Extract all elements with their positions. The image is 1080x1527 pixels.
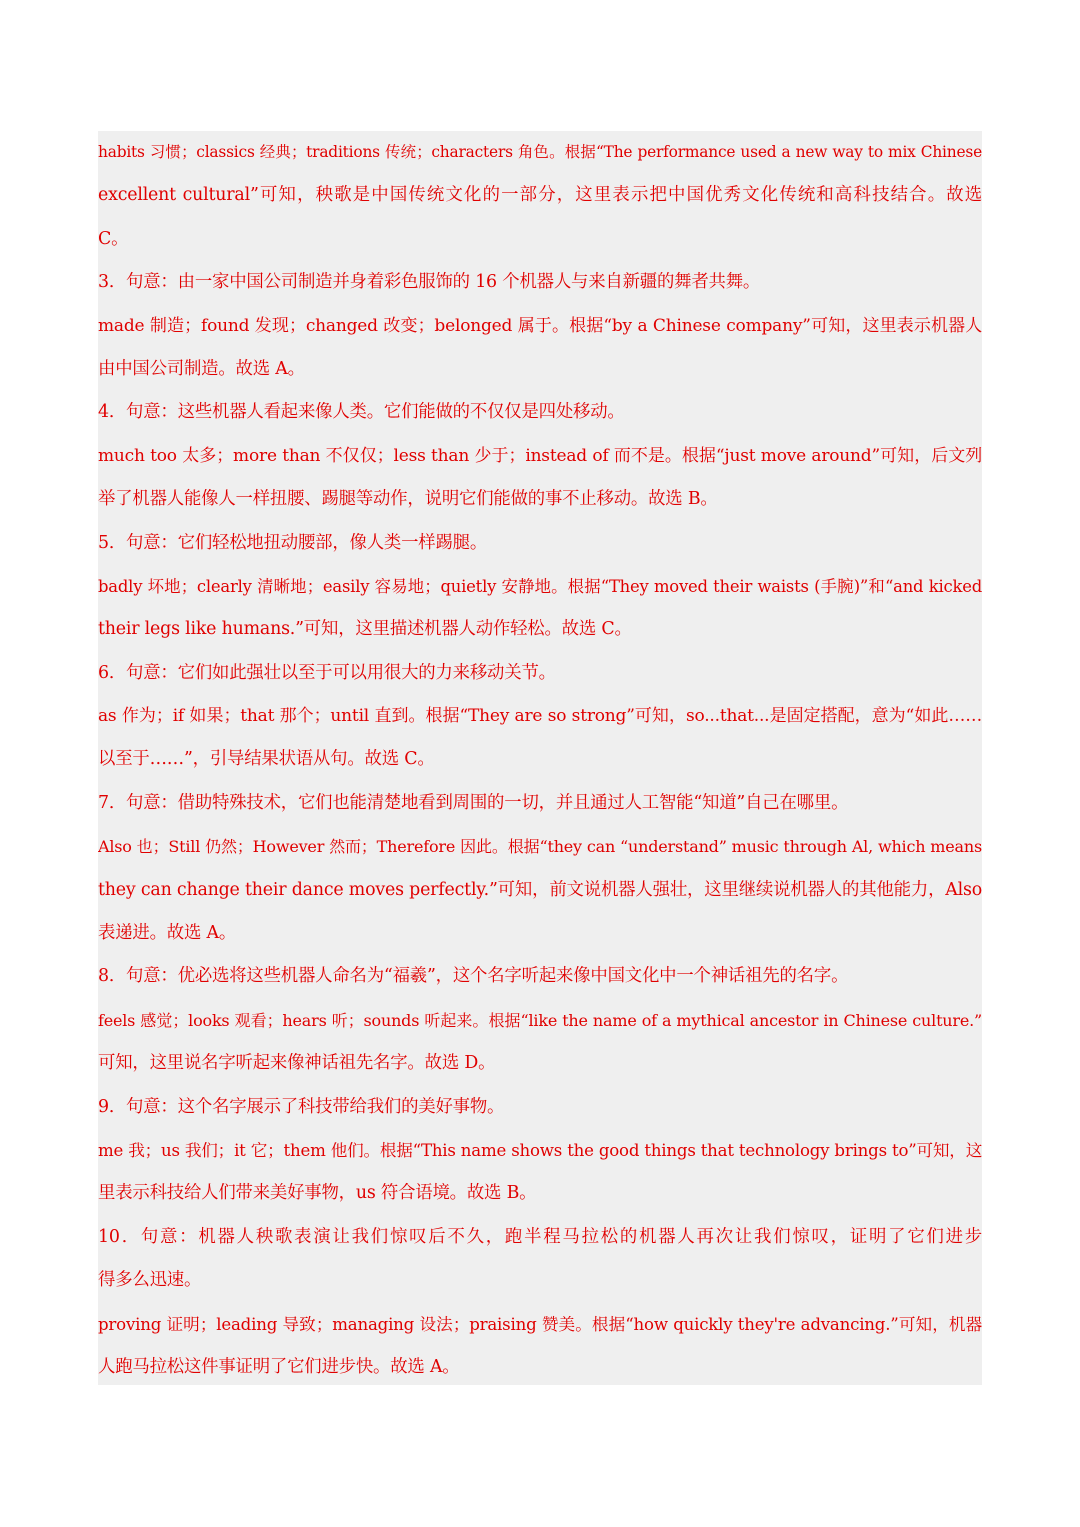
text-line: 举了机器人能像人一样扭腰、踢腿等动作，说明它们能做的事不止移动。故选 B。 xyxy=(98,489,718,510)
question-line: 9．句意：这个名字展示了科技带给我们的美好事物。 xyxy=(98,1096,505,1117)
answer-explanation-block xyxy=(98,131,982,1385)
text-line: much too 太多；more than 不仅仅；less than 少于；instead of 而不是。根据“just move around”可知，后文列 xyxy=(98,445,982,466)
question-line: 3．句意：由一家中国公司制造并身着彩色服饰的 16 个机器人与来自新疆的舞者共舞。 xyxy=(98,272,761,293)
text-line: badly 坏地；clearly 清晰地；easily 容易地；quietly 安静地。根据“They moved their waists (手腕)”和“and kicked xyxy=(98,576,982,596)
question-line: 10．句意：机器人秧歌表演让我们惊叹后不久，跑半程马拉松的机器人再次让我们惊叹，证明了它们进步 xyxy=(98,1226,982,1247)
question-line: 5．句意：它们轻松地扭动腰部，像人类一样踢腿。 xyxy=(98,532,488,553)
text-line: made 制造；found 发现；changed 改变；belonged 属于。根据“by a Chinese company”可知，这里表示机器人 xyxy=(98,315,982,336)
text-line: 表递进。故选 A。 xyxy=(98,923,237,944)
question-line: 4．句意：这些机器人看起来像人类。它们能做的不仅仅是四处移动。 xyxy=(98,402,625,423)
text-line: 以至于……”，引导结果状语从句。故选 C。 xyxy=(98,749,435,770)
text-line: 里表示科技给人们带来美好事物，us 符合语境。故选 B。 xyxy=(98,1183,537,1204)
question-line: 8．句意：优必选将这些机器人命名为“福羲”，这个名字听起来像中国文化中一个神话祖先的名字。 xyxy=(98,966,849,987)
text-line: 可知，这里说名字听起来像神话祖先名字。故选 D。 xyxy=(98,1053,496,1074)
text-line: Also 也；Still 仍然；However 然而；Therefore 因此。根据“they can “understand” music through Al, which means xyxy=(98,837,982,857)
text-line: excellent cultural”可知，秧歌是中国传统文化的一部分，这里表示把中国优秀文化传统和高科技结合。故选 xyxy=(98,185,982,206)
text-line: habits 习惯；classics 经典；traditions 传统；characters 角色。根据“The performance used a new way to mix Chinese xyxy=(98,143,982,161)
text-line: C。 xyxy=(98,228,129,249)
text-line: 得多么迅速。 xyxy=(98,1270,202,1291)
text-line: as 作为；if 如果；that 那个；until 直到。根据“They are so strong”可知，so...that...是固定搭配，意为“如此…… xyxy=(98,706,982,727)
text-line: they can change their dance moves perfectly.”可知，前文说机器人强壮，这里继续说机器人的其他能力，Also xyxy=(98,879,982,900)
text-line: me 我；us 我们；it 它；them 他们。根据“This name shows the good things that technology brings to”可知，这 xyxy=(98,1140,982,1160)
text-line: proving 证明；leading 导致；managing 设法；praising 赞美。根据“how quickly they're advancing.”可知，机器 xyxy=(98,1314,982,1334)
question-line: 6．句意：它们如此强壮以至于可以用很大的力来移动关节。 xyxy=(98,662,556,683)
text-line: 人跑马拉松这件事证明了它们进步快。故选 A。 xyxy=(98,1356,460,1377)
text-line: their legs like humans.”可知，这里描述机器人动作轻松。故选 C。 xyxy=(98,619,632,640)
text-line: 由中国公司制造。故选 A。 xyxy=(98,358,305,379)
question-line: 7．句意：借助特殊技术，它们也能清楚地看到周围的一切，并且通过人工智能“知道”自己在哪里。 xyxy=(98,792,849,813)
text-line: feels 感觉；looks 观看；hears 听；sounds 听起来。根据“like the name of a mythical ancestor in Chinese culture.” xyxy=(98,1010,982,1030)
